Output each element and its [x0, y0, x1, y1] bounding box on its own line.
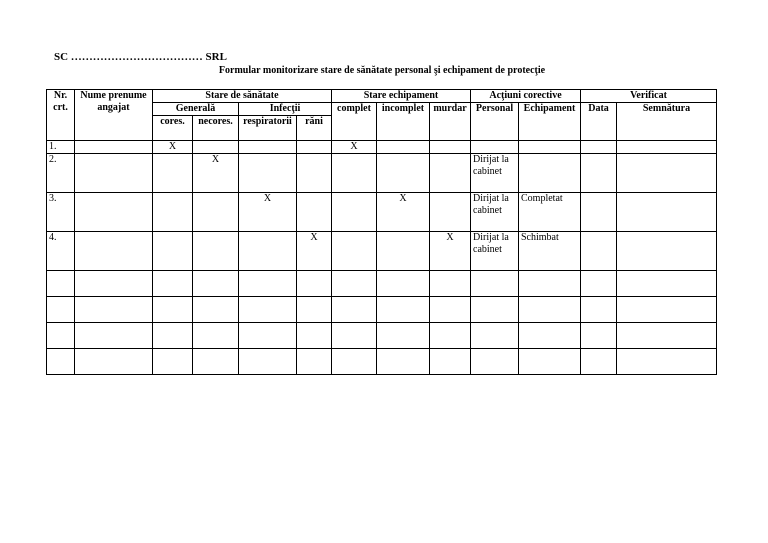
cell-personal: Dirijat la cabinet — [471, 154, 519, 193]
header-nr: Nr. crt. — [47, 90, 75, 141]
cell-complet — [332, 297, 377, 323]
table-row — [47, 154, 717, 193]
cell-necores — [193, 271, 239, 297]
header-equipment: Stare echipament — [332, 90, 471, 103]
cell-echipament: Schimbat — [519, 232, 581, 271]
cell-murdar — [430, 349, 471, 375]
header-personal: Personal — [471, 103, 519, 141]
cell-resp — [239, 323, 297, 349]
cell-semnatura — [617, 141, 717, 154]
header-complet: complet — [332, 103, 377, 141]
cell-incomplet — [377, 297, 430, 323]
table-row — [47, 349, 717, 375]
cell-resp — [239, 232, 297, 271]
cell-cores — [153, 232, 193, 271]
cell-necores — [193, 349, 239, 375]
cell-rani — [297, 271, 332, 297]
header-actions: Acţiuni corective — [471, 90, 581, 103]
cell-incomplet — [377, 154, 430, 193]
cell-echipament — [519, 154, 581, 193]
table-row — [47, 141, 717, 154]
cell-name — [75, 232, 153, 271]
cell-murdar — [430, 141, 471, 154]
cell-personal — [471, 271, 519, 297]
table-row — [47, 193, 717, 232]
header-name: Nume prenume angajat — [75, 90, 153, 141]
cell-resp — [239, 271, 297, 297]
header-general: Generală — [153, 103, 239, 116]
cell-resp — [239, 297, 297, 323]
cell-nr — [47, 349, 75, 375]
cell-complet — [332, 154, 377, 193]
header-necores: necores. — [193, 116, 239, 141]
cell-murdar: X — [430, 232, 471, 271]
header-data: Data — [581, 103, 617, 141]
cell-semnatura — [617, 297, 717, 323]
cell-semnatura — [617, 271, 717, 297]
cell-cores — [153, 154, 193, 193]
table-row — [47, 297, 717, 323]
cell-necores — [193, 323, 239, 349]
cell-semnatura — [617, 232, 717, 271]
cell-resp: X — [239, 193, 297, 232]
cell-semnatura — [617, 349, 717, 375]
cell-cores — [153, 323, 193, 349]
cell-rani — [297, 193, 332, 232]
cell-incomplet — [377, 271, 430, 297]
cell-personal: Dirijat la cabinet — [471, 193, 519, 232]
cell-resp — [239, 154, 297, 193]
header-health: Stare de sănătate — [153, 90, 332, 103]
table-row — [47, 323, 717, 349]
form-title-text: Formular monitorizare stare de sănătate personal şi echipament de protecţie — [218, 65, 546, 76]
header-cores: cores. — [153, 116, 193, 141]
cell-rani — [297, 323, 332, 349]
cell-rani — [297, 349, 332, 375]
cell-data — [581, 193, 617, 232]
cell-nr: 4. — [47, 232, 75, 271]
cell-personal — [471, 349, 519, 375]
cell-data — [581, 141, 617, 154]
cell-cores: X — [153, 141, 193, 154]
header-infections: Infecţii — [239, 103, 332, 116]
cell-nr — [47, 323, 75, 349]
header-semnatura: Semnătura — [617, 103, 717, 141]
cell-name — [75, 141, 153, 154]
cell-data — [581, 297, 617, 323]
form-title — [0, 65, 768, 76]
cell-cores — [153, 193, 193, 232]
cell-nr: 2. — [47, 154, 75, 193]
cell-data — [581, 154, 617, 193]
cell-incomplet — [377, 141, 430, 154]
cell-rani: X — [297, 232, 332, 271]
cell-nr: 3. — [47, 193, 75, 232]
cell-echipament — [519, 349, 581, 375]
cell-cores — [153, 271, 193, 297]
cell-echipament: Completat — [519, 193, 581, 232]
cell-necores: X — [193, 154, 239, 193]
cell-complet: X — [332, 141, 377, 154]
cell-necores — [193, 232, 239, 271]
cell-necores — [193, 193, 239, 232]
cell-data — [581, 271, 617, 297]
cell-name — [75, 193, 153, 232]
cell-data — [581, 349, 617, 375]
cell-rani — [297, 297, 332, 323]
header-respiratorii: respiratorii — [239, 116, 297, 141]
cell-personal — [471, 323, 519, 349]
cell-semnatura — [617, 154, 717, 193]
cell-rani — [297, 141, 332, 154]
cell-incomplet: X — [377, 193, 430, 232]
cell-nr: 1. — [47, 141, 75, 154]
header-incomplet: incomplet — [377, 103, 430, 141]
cell-semnatura — [617, 193, 717, 232]
cell-nr — [47, 297, 75, 323]
cell-nr — [47, 271, 75, 297]
company-line: SC ……………………………… SRL — [54, 51, 227, 63]
header-echipament: Echipament — [519, 103, 581, 141]
cell-resp — [239, 349, 297, 375]
cell-necores — [193, 297, 239, 323]
cell-incomplet — [377, 232, 430, 271]
header-murdar: murdar — [430, 103, 471, 141]
cell-echipament — [519, 323, 581, 349]
cell-name — [75, 271, 153, 297]
cell-incomplet — [377, 349, 430, 375]
cell-semnatura — [617, 323, 717, 349]
table-row — [47, 232, 717, 271]
cell-rani — [297, 154, 332, 193]
header-verified: Verificat — [581, 90, 717, 103]
cell-resp — [239, 141, 297, 154]
cell-data — [581, 323, 617, 349]
cell-echipament — [519, 271, 581, 297]
cell-name — [75, 323, 153, 349]
cell-murdar — [430, 323, 471, 349]
cell-name — [75, 154, 153, 193]
table-row — [47, 271, 717, 297]
cell-cores — [153, 297, 193, 323]
header-rani: răni — [297, 116, 332, 141]
cell-murdar — [430, 154, 471, 193]
cell-data — [581, 232, 617, 271]
cell-personal: Dirijat la cabinet — [471, 232, 519, 271]
cell-name — [75, 349, 153, 375]
cell-personal — [471, 297, 519, 323]
cell-echipament — [519, 297, 581, 323]
monitoring-table — [46, 89, 717, 375]
cell-complet — [332, 349, 377, 375]
cell-complet — [332, 323, 377, 349]
cell-murdar — [430, 271, 471, 297]
cell-complet — [332, 271, 377, 297]
cell-name — [75, 297, 153, 323]
cell-complet — [332, 193, 377, 232]
cell-cores — [153, 349, 193, 375]
cell-echipament — [519, 141, 581, 154]
cell-complet — [332, 232, 377, 271]
cell-incomplet — [377, 323, 430, 349]
cell-murdar — [430, 193, 471, 232]
cell-necores — [193, 141, 239, 154]
cell-personal — [471, 141, 519, 154]
cell-murdar — [430, 297, 471, 323]
